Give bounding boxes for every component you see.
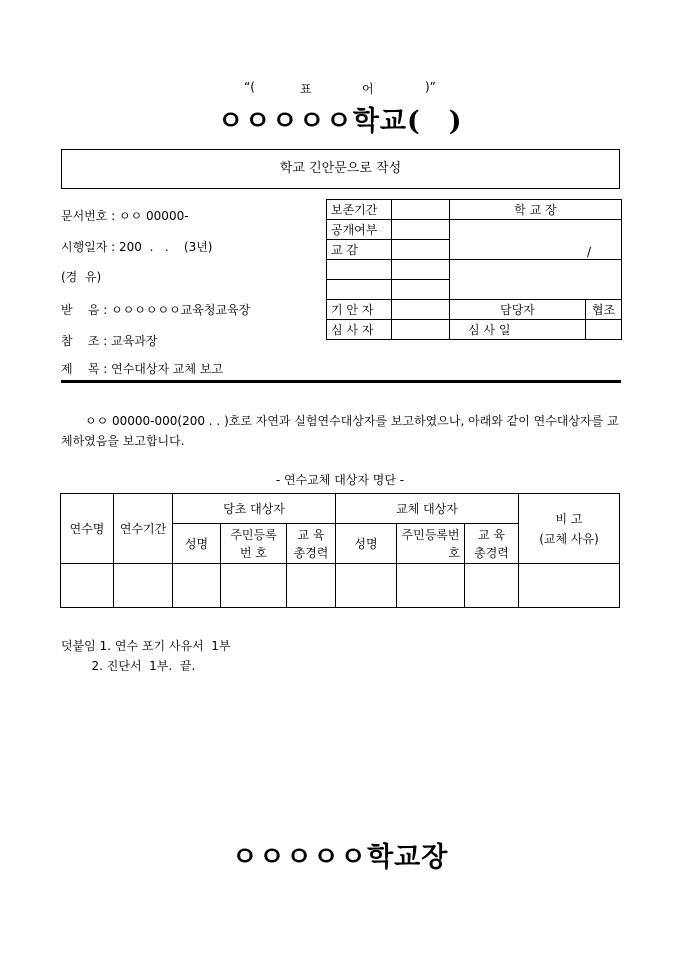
blank-value-1 (392, 260, 450, 280)
remarks-line-1: 비 고 (555, 511, 583, 526)
motto-close-quote: )” (425, 80, 436, 94)
attachment-line-1: 덧붙임 1. 연수 포기 사유서 1부 (61, 639, 231, 653)
blank-label-2 (327, 280, 392, 300)
drafter-label: 기 안 자 (327, 300, 392, 320)
motto-char-1: 표 (300, 82, 312, 96)
table-cell (287, 564, 336, 608)
list-caption: - 연수교체 대상자 명단 - (275, 473, 405, 487)
course-period-header: 연수기간 (114, 494, 173, 564)
replacement-resident-number-header (397, 524, 465, 564)
original-resident-line-2: 번 호 (240, 545, 267, 560)
motto-char-2: 어 (362, 82, 374, 96)
drafting-note-box: 학교 긴안문으로 작성 (61, 149, 620, 189)
drafter-value (392, 300, 450, 320)
reviewer-label: 심 사 자 (327, 320, 392, 340)
blank-value-2 (392, 280, 450, 300)
original-career-line-2: 총경력 (293, 545, 329, 560)
vice-principal-value (392, 240, 450, 260)
table-cell (114, 564, 173, 608)
disclosure-value (392, 220, 450, 240)
header-divider (61, 380, 621, 383)
principal-label: 학 교 장 (450, 200, 622, 220)
table-cell (397, 564, 465, 608)
replacement-name-header: 성명 (336, 524, 397, 564)
remarks-line-2: (교체 사유) (539, 531, 599, 546)
motto-open-quote: “( (244, 80, 255, 94)
replacement-resident-line-2: 호 (448, 545, 460, 560)
original-career-header (287, 524, 336, 564)
table-cell (221, 564, 287, 608)
subject-field: 제 목 : 연수대상자 교체 보고 (61, 362, 224, 376)
table-cell (519, 564, 620, 608)
principal-sign-slot (450, 220, 622, 260)
table-row (61, 564, 620, 608)
original-resident-number-header (221, 524, 287, 564)
vice-principal-label: 교 감 (327, 240, 392, 260)
replacement-group-header: 교체 대상자 (336, 494, 519, 524)
cooperation-label: 협조 (586, 300, 622, 320)
doc-number: 문서번호 : ㅇㅇ 00000- (61, 209, 189, 223)
table-cell (336, 564, 397, 608)
school-title: ㅇㅇㅇㅇㅇ학교( ) (217, 106, 463, 137)
blank-sign-area (450, 260, 622, 300)
recipient-field: 받 음 : ㅇㅇㅇㅇㅇㅇ교육청교육장 (61, 303, 251, 317)
table-cell (465, 564, 519, 608)
reviewer-value (392, 320, 450, 340)
original-resident-line-1: 주민등록 (230, 527, 277, 542)
original-group-header: 당초 대상자 (173, 494, 336, 524)
principal-signature: ㅇㅇㅇㅇㅇ학교장 (231, 842, 449, 873)
original-career-line-1: 교 육 (297, 527, 325, 542)
retention-value (392, 200, 450, 220)
replacement-career-header (465, 524, 519, 564)
replacement-resident-line-1: 주민등록번 (401, 527, 460, 542)
table-cell (61, 564, 114, 608)
review-date-label: 심 사 일 (450, 320, 586, 340)
person-in-charge-label: 담당자 (450, 300, 586, 320)
reference-field: 참 조 : 교육과장 (61, 334, 158, 348)
via-field: (경 유) (61, 270, 102, 284)
replacement-career-line-1: 교 육 (478, 527, 505, 542)
course-name-header: 연수명 (61, 494, 114, 564)
attachments (61, 636, 230, 676)
approval-table (326, 199, 622, 340)
attachment-line-2: 2. 진단서 1부. 끝. (61, 659, 196, 673)
original-name-header: 성명 (173, 524, 221, 564)
remarks-header (519, 494, 620, 564)
disclosure-label: 공개여부 (327, 220, 392, 240)
replacement-roster-table (60, 493, 620, 608)
review-date-value (586, 320, 622, 340)
retention-label: 보존기간 (327, 200, 392, 220)
slash-mark: / (586, 245, 591, 259)
blank-label-1 (327, 260, 392, 280)
replacement-career-line-2: 총경력 (474, 545, 509, 560)
execution-date: 시행일자 : 200 . . (3년) (61, 240, 213, 254)
table-cell (173, 564, 221, 608)
body-paragraph: ㅇㅇ 00000-000(200 . . )호로 자연과 실험연수대상자를 보고하였으나, 아래와 같이 연수대상자를 교체하였음을 보고합니다. (61, 414, 619, 448)
